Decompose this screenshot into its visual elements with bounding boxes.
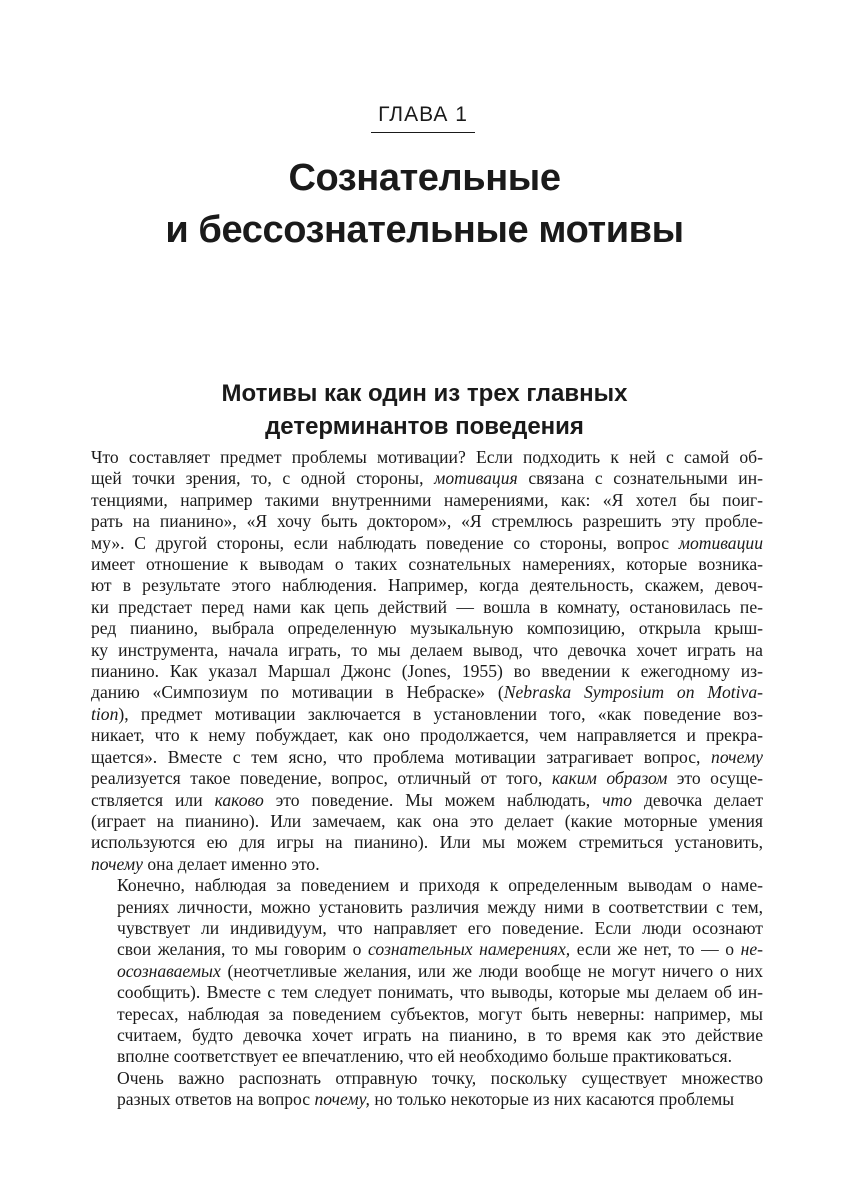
text-segment: ку инструмента, начала играть, то мы делаем вывод, что девочка хочет играть на xyxy=(91,639,763,660)
text-segment: му». С другой стороны, если наблюдать поведение со стороны, вопрос xyxy=(91,532,679,553)
text-line xyxy=(91,511,763,532)
text-segment: данию «Симпозиум по мотивации в Небраске» ( xyxy=(91,682,504,703)
italic-text: не- xyxy=(740,939,763,960)
text-segment: пианино. Как указал Маршал Джонс (Jones, 1955) во введении к ежегодному из- xyxy=(91,661,763,682)
text-segment: но только некоторые из них касаются проблемы xyxy=(369,1089,735,1110)
italic-text: почему, xyxy=(314,1089,370,1110)
text-segment: (неотчетливые желания, или же люди вообще не могут ничего о них xyxy=(220,960,763,981)
text-segment: никает, что к нему побуждает, как оно продолжается, чем направляется и прекра- xyxy=(91,725,763,746)
text-line xyxy=(91,832,763,853)
text-line xyxy=(91,918,763,939)
text-segment: если же нет, то — о xyxy=(570,939,741,960)
text-line xyxy=(91,1004,763,1025)
text-line xyxy=(91,1025,763,1046)
section-title xyxy=(0,377,849,443)
text-segment: щей точки зрения, то, с одной стороны, xyxy=(91,468,435,489)
text-line xyxy=(91,575,763,596)
text-segment: используются ею для игры на пианино). Или мы можем стремиться установить, xyxy=(91,832,763,853)
text-line xyxy=(91,790,763,811)
text-line xyxy=(91,597,763,618)
text-line xyxy=(91,811,763,832)
italic-text: почему xyxy=(91,853,143,874)
text-segment: вполне соответствует ее впечатлению, что ей необходимо больше практиковаться. xyxy=(117,1046,732,1067)
text-line xyxy=(91,661,763,682)
text-line xyxy=(91,618,763,639)
text-line xyxy=(91,468,763,489)
italic-text: осознаваемых xyxy=(117,960,221,981)
text-line xyxy=(91,640,763,661)
text-segment: Очень важно распознать отправную точку, поскольку существует множество xyxy=(117,1067,763,1088)
text-line xyxy=(91,939,763,960)
text-segment: ют в результате этого наблюдения. Например, когда деятельность, скажем, девоч- xyxy=(91,575,763,596)
text-segment: это поведение. Мы можем наблюдать, xyxy=(263,789,603,810)
text-line xyxy=(91,854,763,875)
text-segment: ствляется или xyxy=(91,789,215,810)
text-segment: рать на пианино», «Я хочу быть доктором», «Я стремлюсь разрешить эту пробле- xyxy=(91,511,763,532)
text-segment: ред пианино, выбрала определенную музыкальную композицию, открыла крыш- xyxy=(91,618,763,639)
text-segment: Конечно, наблюдая за поведением и приходя к определенным выводам о наме- xyxy=(117,875,763,896)
italic-text: сознательных намерениях, xyxy=(368,939,571,960)
text-segment: это осуще- xyxy=(667,768,763,789)
italic-text: мотивация xyxy=(434,468,518,489)
italic-text: tion xyxy=(91,703,119,724)
text-segment: свои желания, то мы говорим о xyxy=(117,939,369,960)
italic-text: почему xyxy=(711,746,763,767)
text-line xyxy=(91,768,763,789)
section-title-line-2: детерминантов поведения xyxy=(265,413,584,440)
paragraph xyxy=(91,875,763,1068)
text-segment: она делает именно это. xyxy=(142,853,320,874)
text-segment: рениях личности, можно установить различия между ними в соответствии с тем, xyxy=(117,896,763,917)
text-segment: считаем, будто девочка хочет играть на пианино, в то время как это действие xyxy=(117,1024,763,1045)
text-line xyxy=(91,982,763,1003)
text-line xyxy=(91,533,763,554)
text-line xyxy=(91,1089,763,1110)
text-line xyxy=(91,875,763,896)
text-segment: разных ответов на вопрос xyxy=(117,1089,315,1110)
text-segment: имеет отношение к выводам о таких сознательных намерениях, которые возника- xyxy=(91,554,763,575)
italic-text: что xyxy=(602,789,633,810)
italic-text: мотивации xyxy=(678,532,763,553)
text-segment: Что составляет предмет проблемы мотивации? Если подходить к ней с самой об- xyxy=(91,447,763,467)
text-line xyxy=(91,897,763,918)
text-segment: щается». Вместе с тем ясно, что проблема мотивации затрагивает вопрос, xyxy=(91,746,712,767)
text-line xyxy=(91,961,763,982)
text-segment: реализуется такое поведение, вопрос, отличный от того, xyxy=(91,768,552,789)
text-segment: связана с сознательными ин- xyxy=(517,468,763,489)
text-line xyxy=(91,447,763,468)
italic-text: Nebraska Symposium on Motiva- xyxy=(503,682,764,703)
chapter-title-line-2: и бессознательные мотивы xyxy=(165,209,684,251)
text-line xyxy=(91,554,763,575)
text-segment: ), предмет мотивации заключается в установлении того, «как поведение воз- xyxy=(118,703,763,724)
section-title-line-1: Мотивы как один из трех главных xyxy=(221,380,628,407)
text-segment: ки предстает перед нами как цепь действий — вошла в комнату, остановилась пе- xyxy=(91,596,763,617)
text-line xyxy=(91,1068,763,1089)
text-segment: (играет на пианино). Или замечаем, как она это делает (какие моторные умения xyxy=(91,810,763,831)
text-segment: тенциями, например такими внутренними намерениями, как: «Я хотел бы поиг- xyxy=(91,489,763,510)
paragraph xyxy=(91,1068,763,1111)
italic-text: каково xyxy=(214,789,264,810)
text-segment: тересах, наблюдая за поведением субъектов, могут быть неверны: например, мы xyxy=(117,1003,763,1024)
chapter-title xyxy=(0,152,849,256)
text-line xyxy=(91,747,763,768)
paragraph xyxy=(91,447,763,875)
text-line xyxy=(91,725,763,746)
chapter-title-line-1: Сознательные xyxy=(288,157,561,199)
text-line xyxy=(91,490,763,511)
text-segment: сообщить). Вместе с тем следует понимать, что выводы, которые мы делаем об ин- xyxy=(117,982,763,1003)
text-line xyxy=(91,682,763,703)
text-line xyxy=(91,1046,763,1067)
text-line xyxy=(91,704,763,725)
text-segment: чувствует ли индивидуум, что направляет его поведение. Если люди осознают xyxy=(117,917,763,938)
body-text xyxy=(91,447,763,1111)
text-segment: девочка делает xyxy=(632,789,764,810)
chapter-label: ГЛАВА 1 xyxy=(371,98,475,133)
italic-text: каким образом xyxy=(551,768,668,789)
